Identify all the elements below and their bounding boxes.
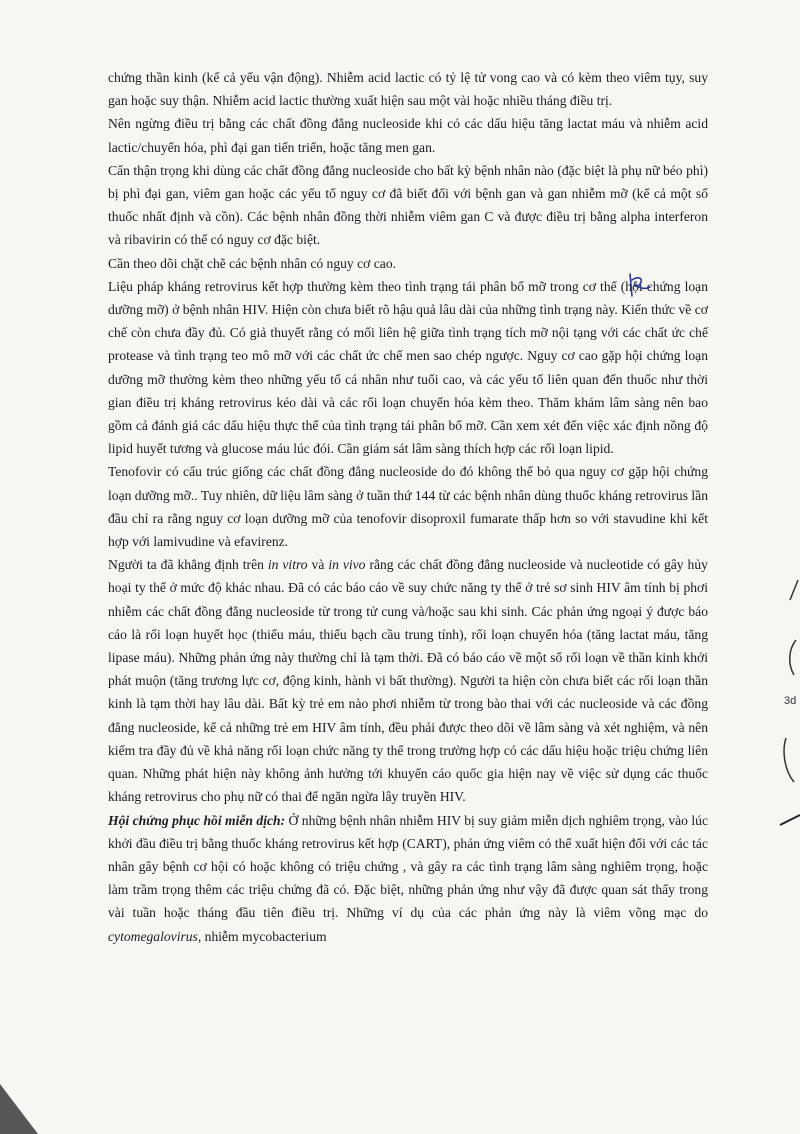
scan-corner-shadow xyxy=(0,1044,60,1134)
section-heading: Hội chứng phục hồi miễn dịch: xyxy=(108,812,286,828)
paragraph-text: và xyxy=(307,557,329,573)
body-paragraph xyxy=(108,275,708,461)
paragraph-text: chứng thần kinh (kể cả yếu vận động). Nhiễm acid lactic có tỷ lệ tử vong cao và có kèm theo viêm tụy, suy gan hoặc suy thận. Nhiễm acid lactic thường xuất hiện sau một vài hoặc nhiều tháng điều trị. xyxy=(108,70,708,109)
paragraph-text: Nên ngừng điều trị bằng các chất đồng đẳng nucleoside khi có các dấu hiệu tăng lactat máu và nhiễm acid lactic/chuyển hóa, phì đại gan tiến triển, hoặc tăng men gan. xyxy=(108,116,708,155)
margin-stamp-fragment xyxy=(760,560,800,860)
paragraph-text: rằng các chất đồng đẳng nucleoside và nucleotide có gây hủy hoại ty thể ở mức độ khác nhau. Đã có các báo cáo về suy chức năng ty thể ở trẻ sơ sinh HIV âm tính bị phơi nhiễm các chất đồng đẳng nucleoside từ trong tử cung và/hoặc sau khi sinh. Các phản ứng ngoại ý được báo cáo là rối loạn huyết học (thiếu máu, thiếu bạch cầu trung tính), rối loạn chuyển hóa (tăng lactat máu, tăng lipase máu). Những phản ứng này thường chỉ là tạm thời. Đã có báo cáo về một số rối loạn về thần kinh khởi phát muộn (tăng trương lực cơ, động kinh, hành vi bất thường). Người ta hiện còn chưa biết các rối loạn thần kinh là tạm thời hay lâu dài. Bất kỳ trẻ em nào phơi nhiễm từ trong bào thai với các nucleoside và các đồng đẳng nucleoside, kể cả những trẻ em HIV âm tính, đều phải được theo dõi về lâm sàng và xét nghiệm, và nên kiểm tra đầy đủ về khả năng rối loạn chức năng ty thể trong trường hợp có các dấu hiệu hoặc triệu chứng liên quan. Những phát hiện này không ảnh hưởng tới khuyến cáo quốc gia hiện nay về việc sử dụng các thuốc kháng retrovirus cho phụ nữ có thai để ngăn ngừa lây truyền HIV. xyxy=(108,557,708,805)
margin-stamp-text: 3d xyxy=(784,695,797,707)
paragraph-text: Liệu pháp kháng retrovirus kết hợp thường kèm theo tình trạng tái phân bố mỡ trong cơ thể (hội chứng loạn dưỡng mỡ) ở bệnh nhân HIV. Hiện còn chưa biết rõ hậu quả lâu dài của những tình trạng này. Kiến thức về cơ chế còn chưa đầy đủ. Có giả thuyết rằng có mối liên hệ giữa tình trạng tích mỡ nội tạng với các chất ức chế protease và tình trạng teo mô mỡ với các chất ức chế men sao chép ngược. Nguy cơ cao gặp hội chứng loạn dưỡng mỡ thường kèm theo những yếu tố cá nhân như tuổi cao, và các yếu tố liên quan đến thuốc như thời gian điều trị kháng retrovirus kéo dài và các rối loạn chuyển hóa kèm theo. Thăm khám lâm sàng nên bao gồm cả đánh giá các dấu hiệu thực thể của tình trạng tái phân bố mỡ. Cần xem xét đến việc xác định nồng độ lipid huyết tương và glucose máu lúc đói. Cần giám sát lâm sàng thích hợp các rối loạn lipid. xyxy=(108,278,708,457)
paragraph-text: Tenofovir có cấu trúc giống các chất đồng đẳng nucleoside do đó không thể bỏ qua nguy cơ gặp hội chứng loạn dưỡng mỡ.. Tuy nhiên, dữ liệu lâm sàng ở tuần thứ 144 từ các bệnh nhân dùng thuốc kháng retrovirus lần đầu chỉ ra rằng nguy cơ loạn dưỡng mỡ của tenofovir disoproxil fumarate thấp hơn so với stavudine khi kết hợp với lamivudine và efavirenz. xyxy=(108,464,708,550)
body-paragraph xyxy=(108,460,708,553)
paragraph-text: Cần theo dõi chặt chẽ các bệnh nhân có nguy cơ cao. xyxy=(108,255,397,271)
body-paragraph xyxy=(108,252,708,275)
body-paragraph xyxy=(108,553,708,808)
italic-term: cytomegalovirus xyxy=(108,928,198,944)
paragraph-text: Ở những bệnh nhân nhiễm HIV bị suy giảm miễn dịch nghiêm trọng, vào lúc khởi đầu điều trị bằng thuốc kháng retrovirus kết hợp (CART), phản ứng viêm có thể xuất hiện đối với các tác nhân gây bệnh cơ hội có hoặc không có triệu chứng , và gây ra các tình trạng lâm sàng nghiêm trọng, hoặc làm trầm trọng thêm các triệu chứng đã có. Đặc biệt, những phản ứng như vậy đã được quan sát thấy trong vài tuần hoặc tháng đầu tiên điều trị. Những ví dụ của các phản ứng này là viêm võng mạc do xyxy=(108,812,708,921)
paragraph-text: , nhiễm mycobacterium xyxy=(197,928,327,944)
italic-term: in vivo xyxy=(328,557,366,573)
document-body xyxy=(108,66,708,948)
paragraph-text: Cẩn thận trọng khi dùng các chất đồng đẳng nucleoside cho bất kỳ bệnh nhân nào (đặc biệt là phụ nữ béo phì) bị phì đại gan, viêm gan hoặc các yếu tố nguy cơ đã biết đối với bệnh gan và gan nhiễm mỡ (kể cả một số thuốc nhất định và cồn). Các bệnh nhân đồng thời nhiễm viêm gan C và được điều trị bằng alpha interferon và ribavirin có thể có nguy cơ đặc biệt. xyxy=(108,162,708,248)
body-paragraph xyxy=(108,159,708,252)
handwritten-initial-mark xyxy=(624,270,654,300)
body-paragraph xyxy=(108,66,708,112)
paragraph-text: Người ta đã khẳng định trên xyxy=(108,557,268,573)
body-paragraph xyxy=(108,112,708,158)
italic-term: in vitro xyxy=(267,557,308,573)
body-paragraph xyxy=(108,809,708,948)
